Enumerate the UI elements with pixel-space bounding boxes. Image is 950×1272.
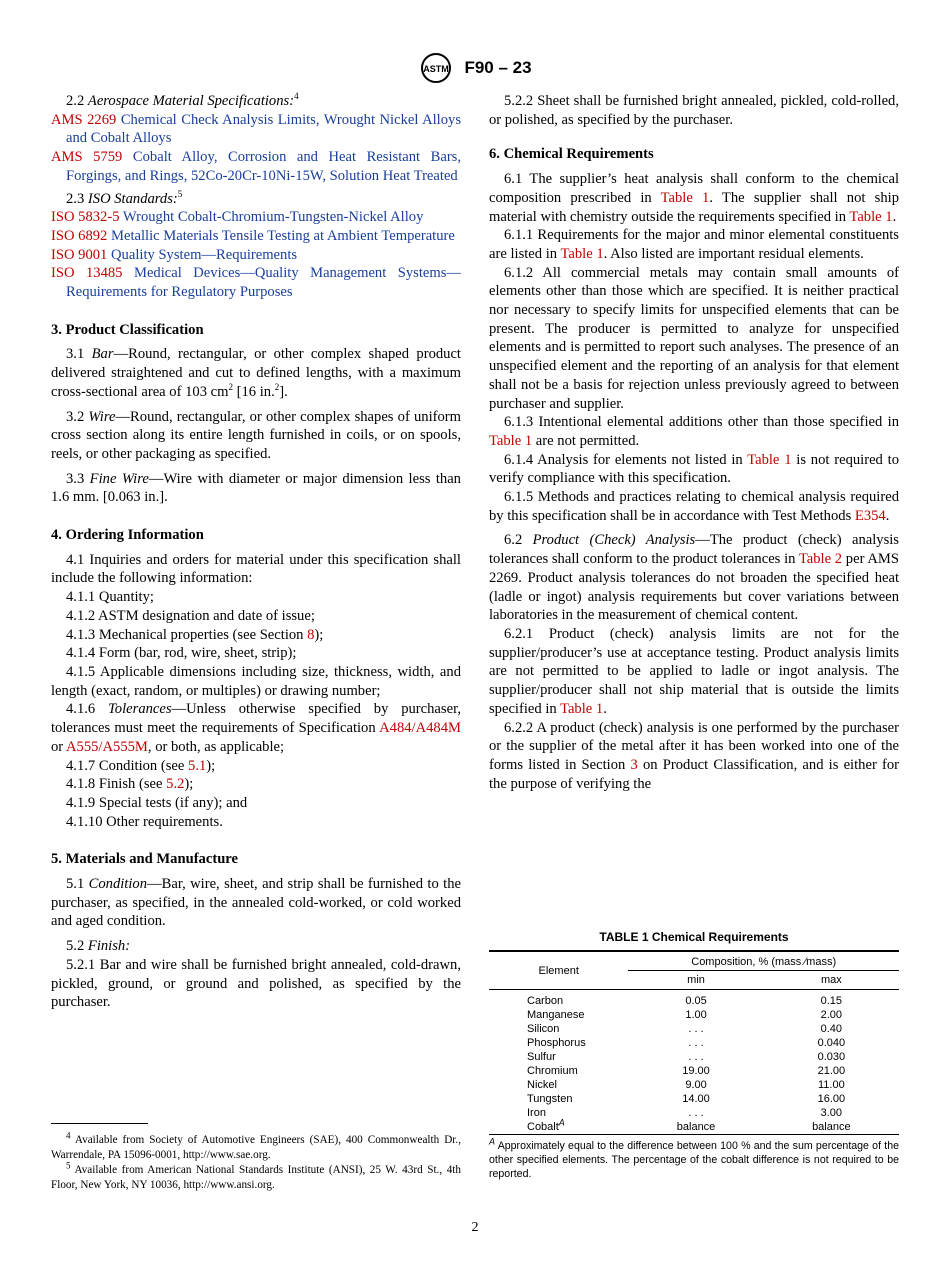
ref-iso-5832-5[interactable]: ISO 5832-5 Wrought Cobalt-Chromium-Tungsten-Nickel Alloy	[51, 209, 424, 226]
table-1-chemical-requirements	[489, 930, 899, 1181]
min-cell: 19.00	[682, 1065, 710, 1077]
min-cell: 9.00	[685, 1079, 707, 1091]
page-header	[0, 52, 950, 84]
max-cell: 16.00	[817, 1093, 846, 1105]
section-2-2-heading: 2.2 Aerospace Material Specifications:$^4$	[66, 91, 299, 109]
para-5-2-1: 5.2.1 Bar and wire shall be furnished bright annealed, cold-drawn, pickled, ground, or ground and polished, as specified by the purchaser.	[51, 956, 461, 1011]
max-cell: 0.040	[817, 1037, 846, 1049]
table-row	[489, 990, 899, 1009]
table-row	[489, 1022, 899, 1036]
max-cell: 2.00	[820, 1009, 843, 1021]
table-title: TABLE 1 Chemical Requirements	[599, 930, 789, 944]
table-row	[489, 1008, 899, 1022]
ref-iso-13485[interactable]: ISO 13485 Medical Devices—Quality Management Systems—Requirements for Regulatory Purposes	[51, 265, 462, 301]
max-cell: 0.030	[817, 1051, 846, 1063]
para-6-1-3: 6.1.3 Intentional elemental additions other than those specified in Table 1 are not permitted.	[489, 414, 899, 449]
table-row	[489, 1092, 899, 1106]
link-table-1[interactable]: Table 1	[849, 208, 893, 225]
element-cell: Nickel	[527, 1079, 557, 1091]
section-4-heading: 4. Ordering Information	[51, 527, 204, 544]
para-3-3: 3.3 Fine Wire—Wire with diameter or major dimension less than 1.6 mm. [0.063 in.].	[51, 470, 461, 506]
table-row	[489, 1078, 899, 1092]
table-row	[489, 1120, 899, 1135]
min-cell: 14.00	[682, 1093, 710, 1105]
link-section-8[interactable]: 8	[307, 626, 315, 643]
link-table-1[interactable]: Table 1	[560, 245, 604, 262]
link-table-1[interactable]: Table 1	[489, 432, 533, 449]
section-5-heading: 5. Materials and Manufacture	[51, 851, 238, 868]
min-cell: 1.00	[685, 1009, 707, 1021]
link-a484[interactable]: A484/A484M	[379, 720, 461, 737]
ref-iso-9001[interactable]: ISO 9001 Quality System—Requirements	[51, 246, 298, 263]
max-cell: 11.00	[817, 1079, 845, 1091]
min-cell: . . .	[688, 1037, 704, 1049]
element-cell: Sulfur	[527, 1051, 556, 1063]
link-5-2[interactable]: 5.2	[166, 776, 185, 793]
max-cell: 0.40	[820, 1023, 843, 1035]
document-id: F90 – 23	[464, 58, 532, 77]
para-6-1-5: 6.1.5 Methods and practices relating to chemical analysis required by this specification shall be in accordance with Test Methods E354.	[489, 489, 899, 524]
para-6-1-1: 6.1.1 Requirements for the major and minor elemental constituents are listed in Table 1. Also listed are important residual elements.	[489, 227, 899, 262]
para-6-2-2: 6.2.2 A product (check) analysis is one performed by the purchaser or the supplier of the metal after it has been worked into one of the forms listed in Section 3 on Product Classification, and is either for the purpose of verifying the	[489, 719, 899, 792]
element-cell: Tungsten	[527, 1093, 573, 1105]
table-row	[489, 1036, 899, 1050]
max-cell: 0.15	[820, 995, 843, 1007]
chemical-table	[489, 950, 899, 1135]
min-cell: . . .	[688, 1023, 704, 1035]
para-4-1-8: 4.1.8 Finish (see 5.2);	[66, 776, 194, 793]
para-4-1-4: 4.1.4 Form (bar, rod, wire, sheet, strip);	[66, 645, 297, 662]
element-cell: Iron	[527, 1107, 546, 1119]
para-5-2: 5.2 Finish:	[66, 938, 131, 955]
para-4-1-9: 4.1.9 Special tests (if any); and	[66, 794, 248, 811]
min-cell: . . .	[688, 1051, 704, 1063]
svg-text:ASTM: ASTM	[423, 64, 450, 74]
link-table-1[interactable]: Table 1	[560, 700, 604, 717]
section-3-heading: 3. Product Classification	[51, 321, 204, 338]
para-5-1: 5.1 Condition—Bar, wire, sheet, and strip shall be furnished to the purchaser, as specified, in the annealed cold-worked, or cold worked and aged condition.	[51, 876, 461, 930]
para-4-1-5: 4.1.5 Applicable dimensions including size, thickness, width, and length (exact, random, or multiples) or drawing number;	[51, 663, 461, 699]
min-cell: . . .	[688, 1107, 704, 1119]
section-2-3-heading: 2.3 ISO Standards:$^5$	[66, 188, 183, 207]
right-column	[489, 92, 899, 793]
max-cell: balance	[764, 1120, 899, 1135]
footnote-divider	[51, 1123, 148, 1124]
para-4-1-2: 4.1.2 ASTM designation and date of issue;	[66, 607, 315, 624]
para-4-1-3: 4.1.3 Mechanical properties (see Section 8);	[66, 626, 324, 643]
element-cell: Cobalt$^A$	[489, 1120, 628, 1135]
max-cell: 21.00	[817, 1065, 846, 1077]
link-5-1[interactable]: 5.1	[188, 757, 207, 774]
left-column	[51, 92, 461, 1012]
table-body	[489, 990, 899, 1135]
table-row	[489, 1050, 899, 1064]
element-cell: Chromium	[527, 1065, 578, 1077]
astm-logo-icon	[418, 52, 454, 84]
element-cell: Carbon	[527, 995, 564, 1007]
link-table-2[interactable]: Table 2	[798, 551, 843, 568]
col-composition: Composition, % (mass ⁄mass)	[628, 951, 899, 971]
para-6-2-1: 6.2.1 Product (check) analysis limits are not for the supplier/producer’s use at acceptance testing. Product analysis limits are not permitted to be applied to ladle or ingot analysis. The supplier/producer shall not ship material that is outside the limits specified in Table 1.	[489, 625, 899, 717]
element-cell: Manganese	[527, 1009, 585, 1021]
para-6-1-4: 6.1.4 Analysis for elements not listed in Table 1 is not required to verify compliance with this specification.	[489, 451, 899, 487]
footnote-5: $^5$ Available from American National Standards Institute (ANSI), 25 W. 43rd St., 4th Floor, New York, NY 10036, http://www.ansi.org.	[51, 1160, 461, 1191]
link-table-1[interactable]: Table 1	[660, 189, 710, 206]
link-e354[interactable]: E354	[854, 507, 886, 524]
ref-iso-6892[interactable]: ISO 6892 Metallic Materials Tensile Testing at Ambient Temperature	[51, 227, 455, 244]
ref-ams-2269[interactable]: AMS 2269 Chemical Check Analysis Limits, Wrought Nickel Alloys and Cobalt Alloys	[51, 111, 462, 147]
para-6-1-2: 6.1.2 All commercial metals may contain small amounts of elements other than those which are specified. It is neither practical nor necessary to specify limits for unspecified elements that can be present. The producer is permitted to analyze for unspecified elements and is permitted to report such analyses. The presence of an unspecified element and the reporting of an analysis for that element shall not be a basis for rejection unless previously agreed to between purchaser and supplier.	[489, 264, 899, 412]
page-number: 2	[471, 1220, 479, 1235]
ref-ams-5759[interactable]: AMS 5759 Cobalt Alloy, Corrosion and Heat Resistant Bars, Forgings, and Rings, 52Co-20Cr-10Ni-15W, Solution Heat Treated	[51, 149, 462, 184]
para-5-2-2: 5.2.2 Sheet shall be furnished bright annealed, pickled, cold-rolled, or polished, as specified by the purchaser.	[489, 93, 899, 128]
col-min: min	[628, 971, 763, 990]
para-3-2: 3.2 Wire—Round, rectangular, or other complex shapes of uniform cross section along its entire length furnished in coils, or on spools, reels, or other packaging as specified.	[51, 408, 461, 462]
para-4-1-1: 4.1.1 Quantity;	[66, 589, 154, 606]
element-cell: Phosphorus	[527, 1037, 586, 1049]
col-element: Element	[489, 951, 628, 990]
para-4-1-10: 4.1.10 Other requirements.	[66, 813, 223, 830]
para-6-1: 6.1 The supplier’s heat analysis shall conform to the chemical composition prescribed in Table 1. The supplier shall not ship material with chemistry outside the requirements specified in Table 1.	[489, 171, 899, 225]
min-cell: balance	[628, 1120, 763, 1135]
table-row	[489, 1064, 899, 1078]
para-4-1-6: 4.1.6 Tolerances—Unless otherwise specified by purchaser, tolerances must meet the requirements of Specification A484/A484M or A555/A555M, or both, as applicable;	[51, 701, 461, 755]
link-a555[interactable]: A555/A555M	[66, 738, 148, 755]
para-4-1-7: 4.1.7 Condition (see 5.1);	[66, 757, 216, 774]
para-4-1: 4.1 Inquiries and orders for material under this specification shall include the following information:	[51, 551, 461, 587]
table-footnote: $^A$ Approximately equal to the difference between 100 % and the sum percentage of the other specified elements. The percentage of the cobalt difference is not required to be reported.	[489, 1136, 899, 1180]
section-6-heading: 6. Chemical Requirements	[489, 146, 654, 163]
para-6-2: 6.2 Product (Check) Analysis—The product (check) analysis tolerances shall conform to the product tolerances in Table 2 per AMS 2269. Product analysis tolerances do not broaden the specified heat (ladle or ingot) analysis requirements but cover variations between laboratories in the measurement of chemical content.	[489, 532, 899, 624]
max-cell: 3.00	[820, 1107, 843, 1119]
col-max: max	[764, 971, 899, 990]
link-table-1[interactable]: Table 1	[747, 451, 792, 468]
link-section-3[interactable]: 3	[630, 756, 638, 773]
min-cell: 0.05	[685, 995, 707, 1007]
table-row	[489, 1106, 899, 1120]
element-cell: Silicon	[527, 1023, 560, 1035]
para-3-1: 3.1 Bar—Round, rectangular, or other complex shaped product delivered straightened and cut to defined lengths, with a maximum cross-sectional area of 103 $cm^2$ [16 in.$^2$].	[51, 346, 461, 400]
footnote-4: $^4$ Available from Society of Automotive Engineers (SAE), 400 Commonwealth Dr., Warrendale, PA 15096-0001, http://www.sae.org.	[51, 1130, 461, 1161]
